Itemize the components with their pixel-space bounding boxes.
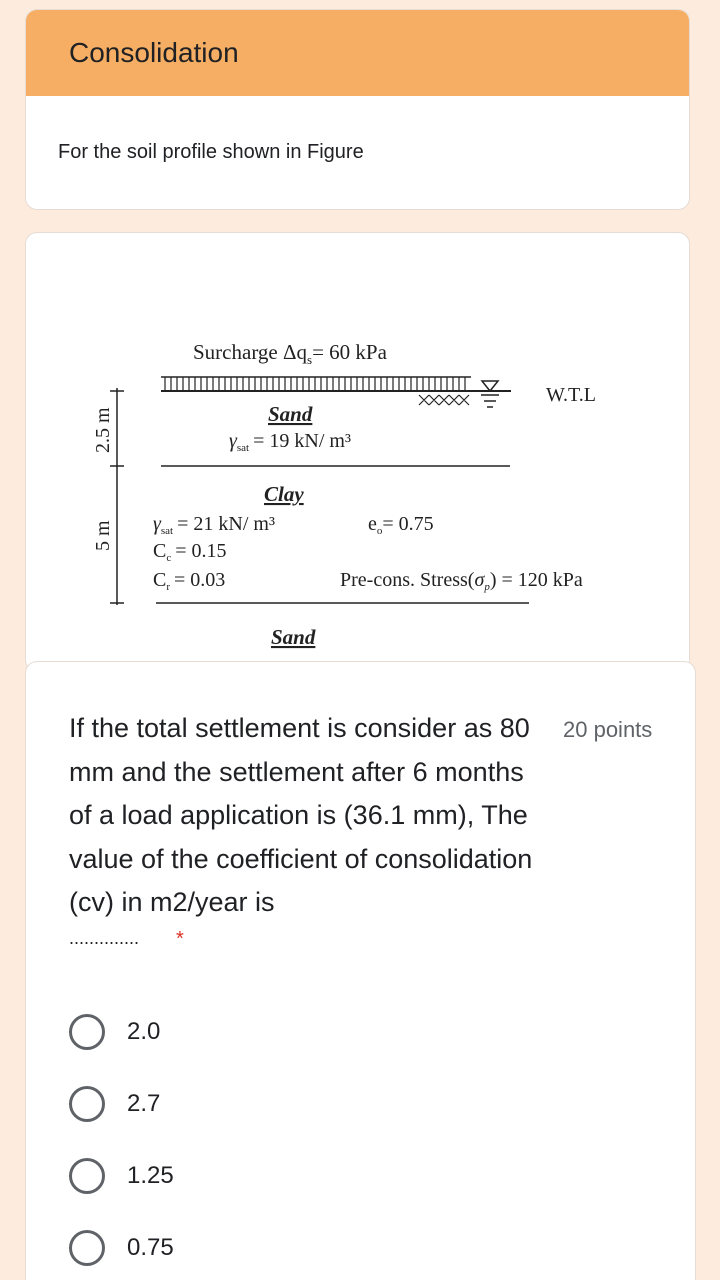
figure-card [25, 232, 690, 672]
soil-profile-figure [26, 233, 690, 672]
question-card [25, 661, 696, 1280]
sand-bottom-label: Sand [271, 625, 316, 649]
hatch-marks [419, 395, 469, 405]
question-points: 20 points [563, 717, 653, 742]
option-label: 1.25 [127, 1162, 174, 1189]
option-1-25[interactable] [69, 1156, 369, 1196]
cc-label: $C_c = 0.15$ [153, 540, 227, 564]
option-label: 2.0 [127, 1018, 161, 1045]
option-2-0[interactable] [69, 1012, 369, 1052]
gamma-sat-2: $\gamma_{sat} = 21$ kN/ m³ [153, 513, 275, 537]
required-asterisk: * [176, 928, 184, 950]
surcharge-load-bar [161, 377, 511, 391]
e0-label: $e_o= 0.75$ [368, 513, 434, 537]
cr-label: $C_r = 0.03$ [153, 569, 226, 593]
sand-top-label: Sand [268, 402, 313, 426]
radio-button[interactable] [69, 1230, 105, 1266]
dimension-5m: 5 m [92, 520, 114, 551]
option-2-7[interactable] [69, 1084, 369, 1124]
surcharge-label: Surcharge $\Delta q_s= 60$ kPa [193, 340, 387, 367]
option-label: 2.7 [127, 1090, 161, 1117]
radio-button[interactable] [69, 1014, 105, 1050]
dimension-2-5m: 2.5 m [92, 407, 114, 453]
option-0-75[interactable] [69, 1228, 369, 1268]
wtl-label: W.T.L [546, 384, 596, 406]
precons-stress-label: Pre-cons. $Stress(\sigma_p) = 120$ kPa [340, 569, 583, 593]
option-label: 0.75 [127, 1234, 174, 1261]
form-description: For the soil profile shown in Figure [58, 141, 364, 163]
form-header-card [25, 9, 690, 210]
question-blank: .............. [69, 928, 140, 948]
radio-button[interactable] [69, 1158, 105, 1194]
gamma-sat-1: $\gamma_{sat} = 19$ kN/ m³ [229, 430, 351, 454]
water-table-icon [481, 381, 499, 407]
clay-label: Clay [264, 482, 304, 506]
radio-button[interactable] [69, 1086, 105, 1122]
question-text: If the total settlement is consider as 80 mm and the settlement after 6 months of a load application is (36.1 mm), The value of the coefficient of consolidation (cv) in m2/year is [69, 713, 533, 917]
form-title: Consolidation [69, 37, 239, 68]
